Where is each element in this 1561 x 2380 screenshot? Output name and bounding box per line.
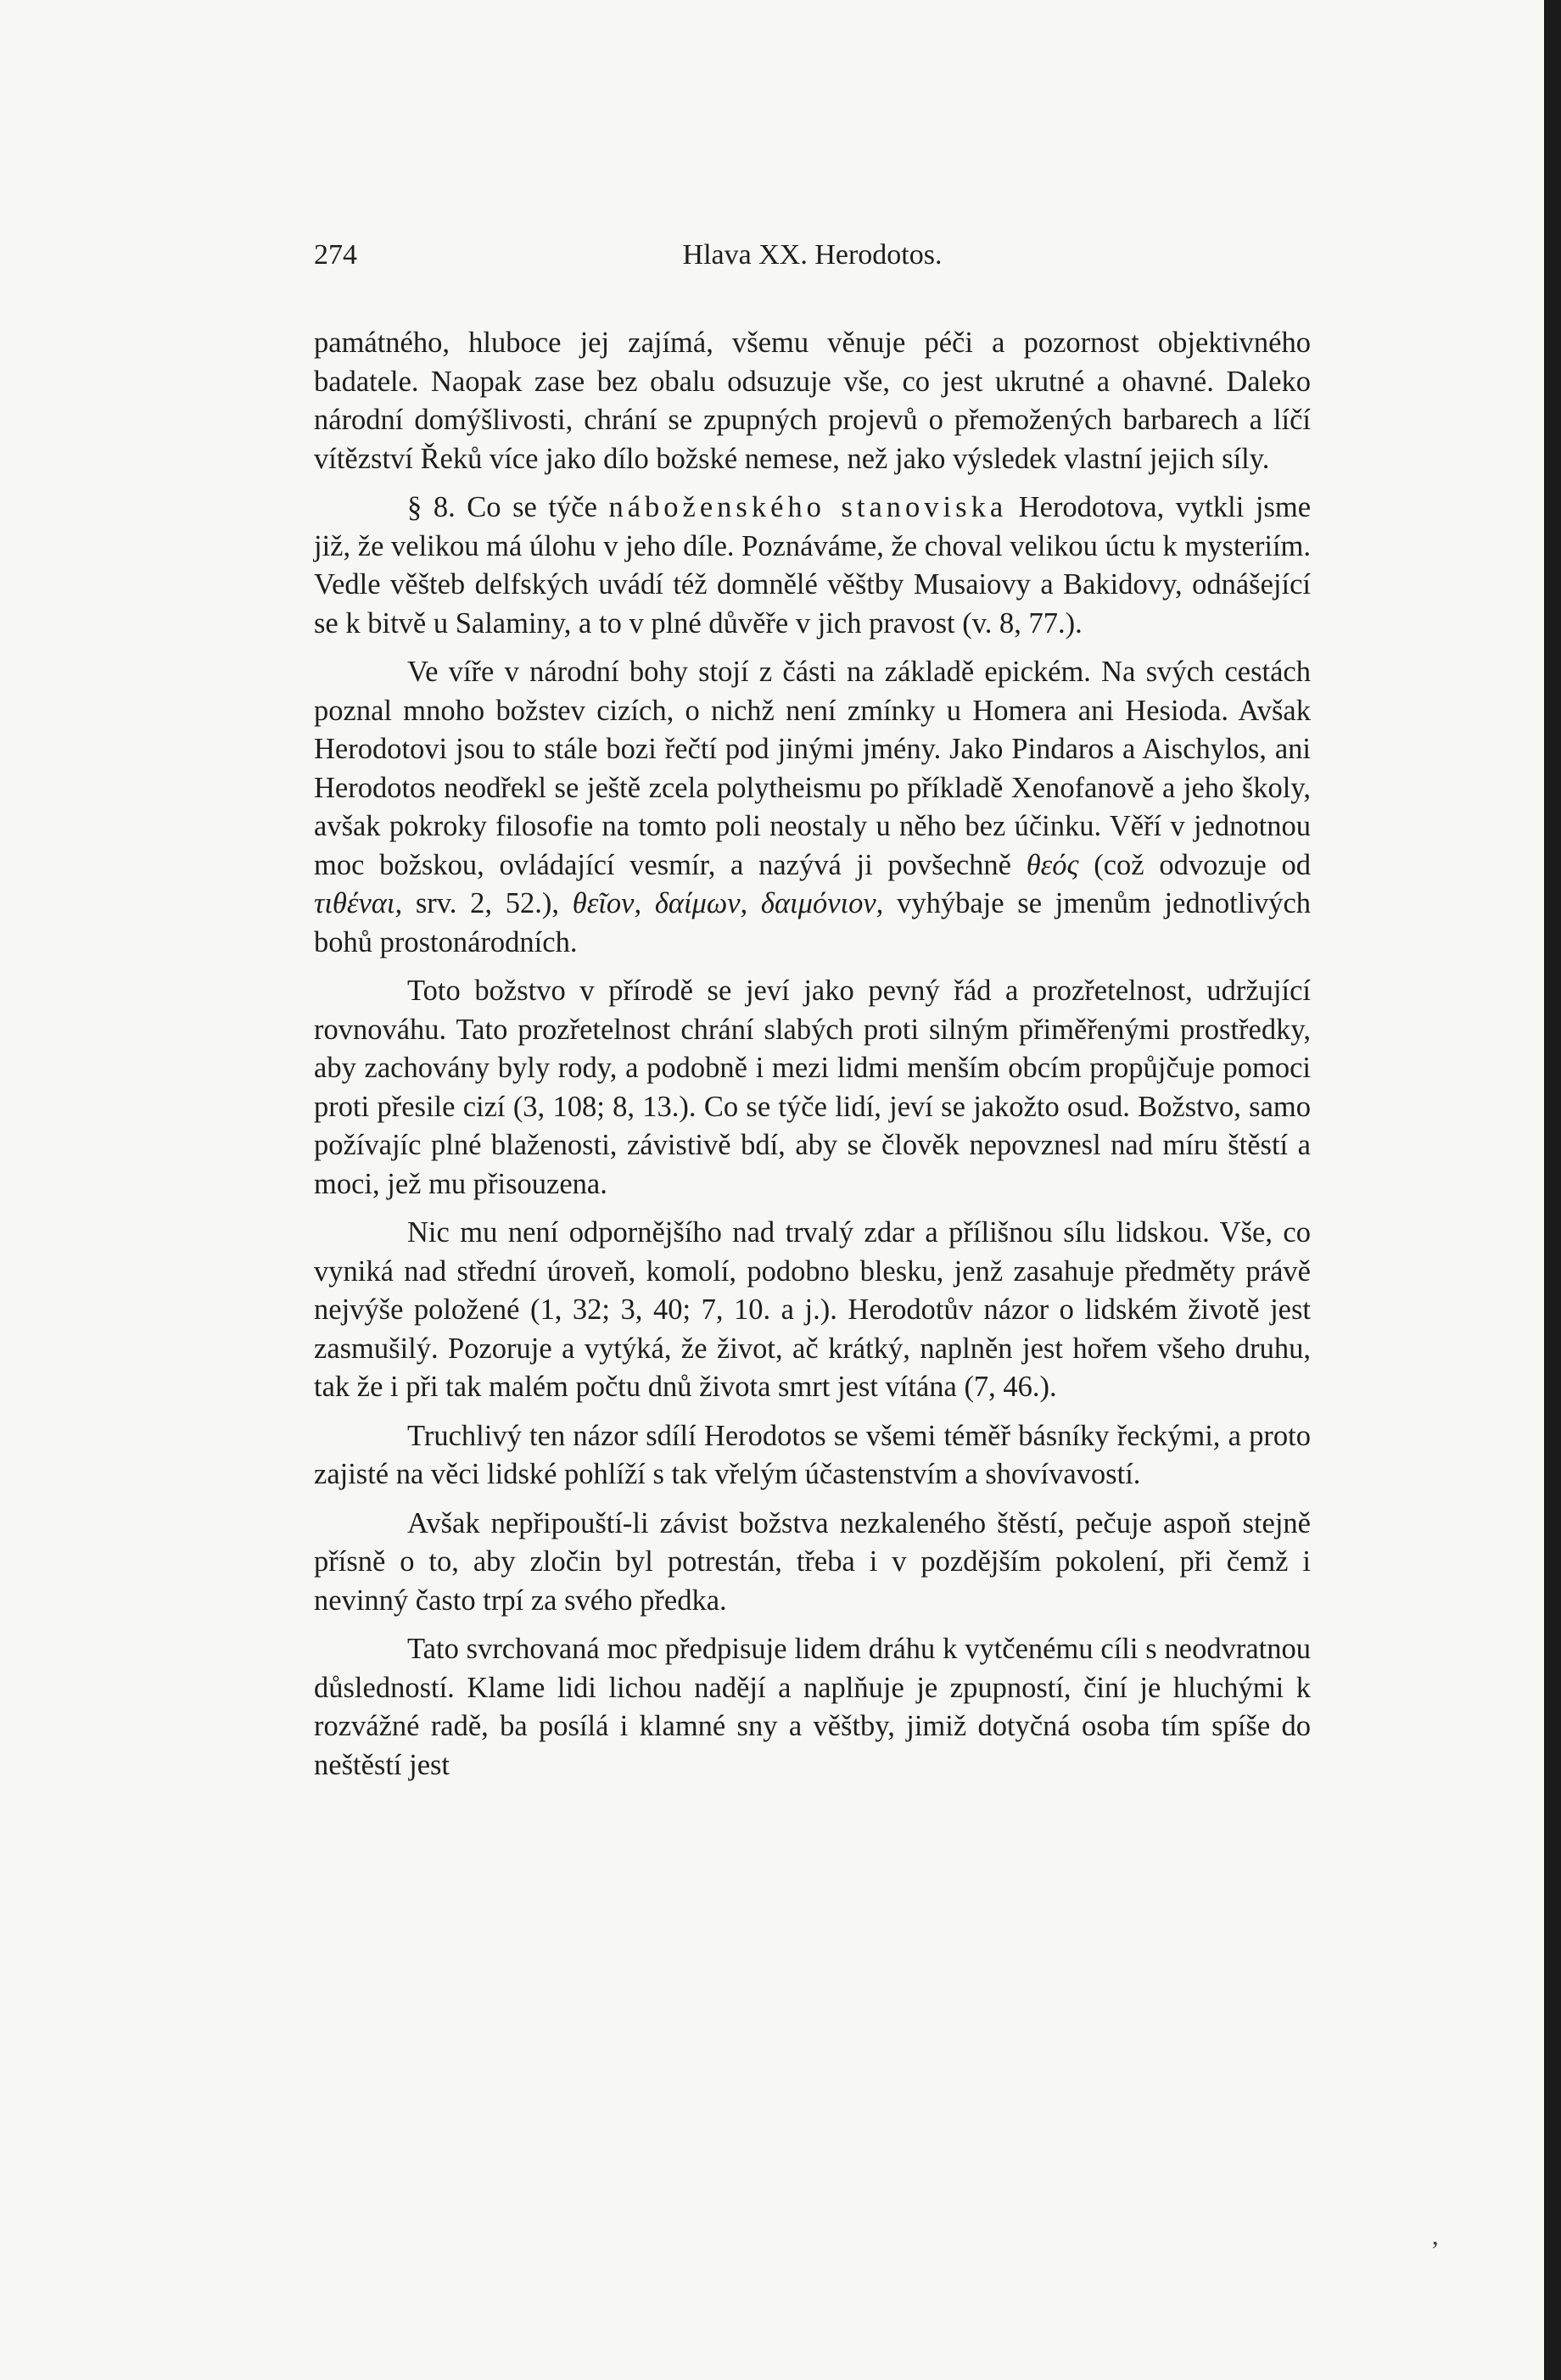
paragraph-2-lead: Co se týče [467, 491, 597, 523]
paragraph-2-text: Herodotova, vytkli jsme již, že velikou má úlohu v jeho díle. Poznáváme, že choval velikou úctu k mysteriím. Vedle věšteb delfských uvádí též domnělé věštby Musaiovy a Bakidovy, odnášející se k bitvě u Salaminy, a to v plné důvěře v jich pravost (v. 8, 77.). [314, 491, 1312, 640]
margin-mark: , [1432, 2222, 1439, 2250]
paragraph-4: Toto božstvo v přírodě se jeví jako pevný řád a prozřetelnost, udržující rovnováhu. Tato prozřetelnost chrání slabých proti silným přiměřenými prostředky, aby zachovány byly rody, a podobně i mezi lidmi menším obcím propůjčuje pomoci proti přesile cizí (3, 108; 8, 13.). Co se týče lidí, jeví se jakožto osud. Božstvo, samo požívajíc plné blaženosti, závistivě bdí, aby se člověk nepovznesl nad míru štěstí a moci, jež mu přisouzena. [314, 975, 1311, 1200]
paragraph-1: památného, hluboce jej zajímá, všemu věnuje péči a pozornost objektivného badatele. Naopak zase bez obalu odsuzuje vše, co jest ukrutné a ohavné. Daleko národní domýšlivosti, chrání se zpupných projevů o přemožených barbarech a líčí vítězství Řeků více jako dílo božské nemese, než jako výsledek vlastní jejich síly. [314, 327, 1311, 475]
paragraph-8: Tato svrchovaná moc předpisuje lidem dráhu k vytčenému cíli s neodvratnou důsledností. Klame lidi lichou nadějí a naplňuje je zpupností, činí je hluchými k rozvážné radě, ba posílá i klamné sny a věštby, jimiž dotyčná osoba tím spíše do neštěstí jest [314, 1633, 1311, 1781]
page-number: 274 [314, 239, 357, 271]
paragraph-3-text-b: (což odvozuje od [1094, 848, 1311, 881]
paragraph-3-text-a: Ve víře v národní bohy stojí z části na základě epickém. Na svých cestách poznal mnoho božstev cizích, o nichž není zmínky u Homera ani Hesioda. Avšak Herodotovi jsou to stále bozi řečtí pod jinými jmény. Jako Pindaros a Aischylos, ani Herodotos neodřekl se ještě zcela polytheismu po příkladě Xenofanově a jeho školy, avšak pokroky filosofie na tomto poli neostaly u něho bez účinku. Věří v jednotnou moc božskou, ovládající vesmír, a nazývá ji povšechně [314, 656, 1311, 881]
paragraph-3-text-c: srv. 2, 52.), [415, 887, 560, 919]
page-edge-shadow [1544, 0, 1561, 2380]
running-header [314, 239, 1311, 282]
section-mark: § 8. [407, 491, 456, 523]
greek-term-theos: θεός [1026, 848, 1079, 881]
paragraph-2 [314, 489, 1311, 643]
paragraph-6: Truchlivý ten názor sdílí Herodotos se všemi téměř básníky řeckými, a proto zajisté na věci lidské pohlíží s tak vřelým účastenstvím a shovívavostí. [314, 1419, 1311, 1490]
body-text [314, 324, 1311, 1795]
greek-term-tithenai: τιθέναι, [314, 887, 403, 919]
running-title: Hlava XX. Herodotos. [682, 239, 943, 271]
paragraph-7: Avšak nepřipouští-li závist božstva nezkaleného štěstí, pečuje aspoň stejně přísně o to, aby zločin byl potrestán, třeba i v pozdějším pokolení, při čemž i nevinný často trpí za svého předka. [314, 1506, 1311, 1617]
paragraph-3-text-d: vyhýbaje se jmenům jednotlivých bohů prostonárodních. [314, 887, 1312, 958]
paragraph-5: Nic mu není odpornějšího nad trvalý zdar a přílišnou sílu lidskou. Vše, co vyniká nad střední úroveň, komolí, podobno blesku, jenž zasahuje předměty právě nejvýše položené (1, 32; 3, 40; 7, 10. a j.). Herodotův názor o lidském životě jest zasmušilý. Pozoruje a vytýká, že život, ač krátký, naplněn jest hořem všeho druhu, tak že i při tak malém počtu dnů života smrt jest vítána (7, 46.). [314, 1216, 1311, 1403]
greek-terms-theion: θεῖον, δαίμων, δαιμόνιον, [572, 887, 884, 919]
paragraph-3 [314, 653, 1311, 962]
spaced-term: náboženského stanoviska [608, 491, 1008, 523]
